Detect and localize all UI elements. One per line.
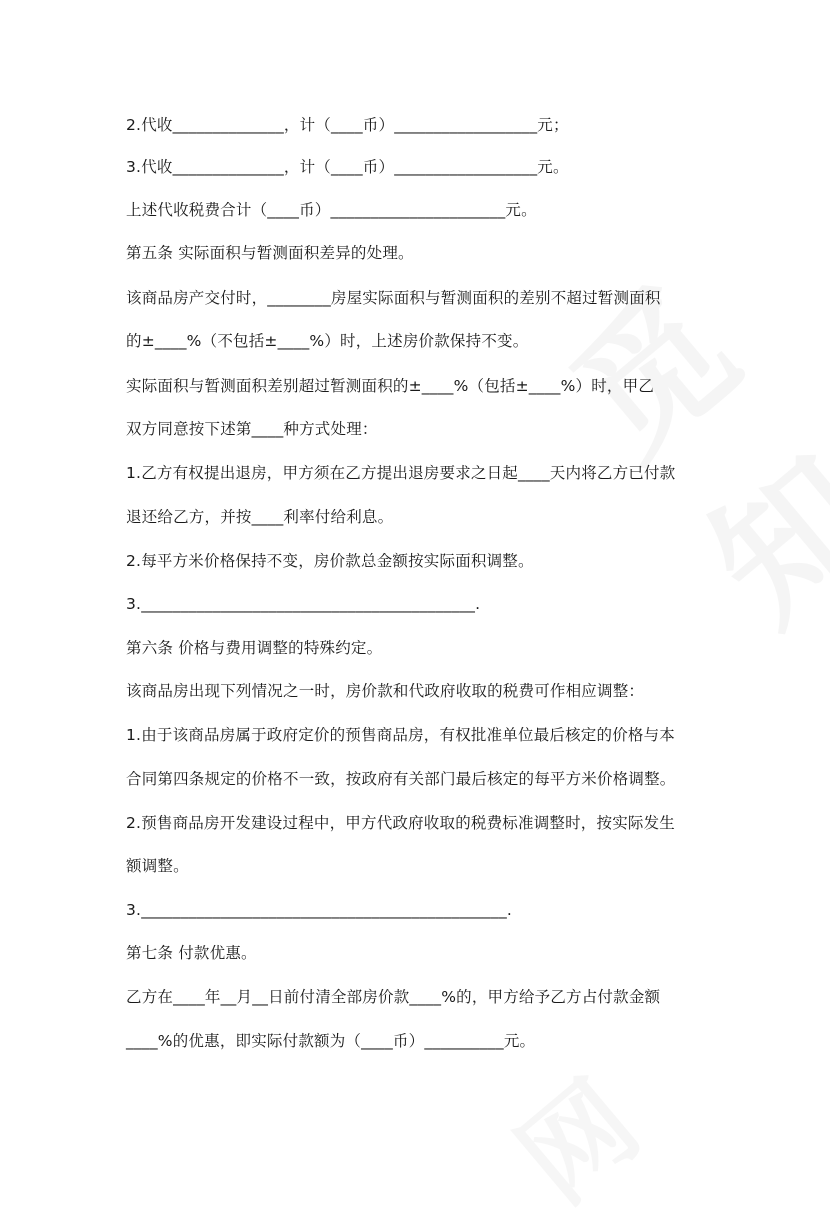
paragraph-line: 乙方在____年__月__日前付清全部房价款____%的，甲方给予乙方占付款金额	[126, 988, 661, 1006]
paragraph-line: 1.乙方有权提出退房，甲方须在乙方提出退房要求之日起____天内将乙方已付款	[126, 464, 676, 482]
paragraph-line: 的±____%（不包括±____%）时，上述房价款保持不变。	[126, 332, 529, 350]
paragraph-line: 2.预售商品房开发建设过程中，甲方代政府收取的税费标准调整时，按实际发生	[126, 814, 675, 832]
article-6-heading: 第六条 价格与费用调整的特殊约定。	[126, 639, 383, 657]
paragraph-line: 2.每平方米价格保持不变，房价款总金额按实际面积调整。	[126, 552, 534, 570]
paragraph-line: ____%的优惠，即实际付款额为（____币）__________元。	[126, 1032, 536, 1050]
paragraph-line: 额调整。	[126, 857, 189, 875]
paragraph-line: 双方同意按下述第____种方式处理：	[126, 420, 378, 438]
article-5-heading: 第五条 实际面积与暂测面积差异的处理。	[126, 244, 414, 262]
clause-line-1: 2.代收______________，计（____币）__________________元；	[126, 116, 569, 134]
clause-line-2: 3.代收______________，计（____币）__________________元。	[126, 158, 569, 176]
watermark-bottom	[480, 1030, 677, 1231]
paragraph-line: 合同第四条规定的价格不一致，按政府有关部门最后核定的每平方米价格调整。	[126, 770, 676, 788]
article-7-heading: 第七条 付款优惠。	[126, 944, 257, 962]
paragraph-line: 该商品房产交付时，________房屋实际面积与暂测面积的差别不超过暂测面积	[126, 289, 661, 307]
paragraph-line: 1.由于该商品房属于政府定价的预售商品房，有权批准单位最后核定的价格与本	[126, 726, 675, 744]
tax-total-line: 上述代收税费合计（____币）______________________元。	[126, 201, 537, 219]
paragraph-line: 该商品房出现下列情况之一时，房价款和代政府收取的税费可作相应调整：	[126, 682, 645, 700]
paragraph-line: 退还给乙方，并按____利率付给利息。	[126, 508, 394, 526]
paragraph-line: 3.______________________________________________.	[126, 901, 513, 919]
paragraph-line: 实际面积与暂测面积差别超过暂测面积的±____%（包括±____%）时，甲乙	[126, 377, 655, 395]
paragraph-line: 3.__________________________________________.	[126, 595, 481, 613]
